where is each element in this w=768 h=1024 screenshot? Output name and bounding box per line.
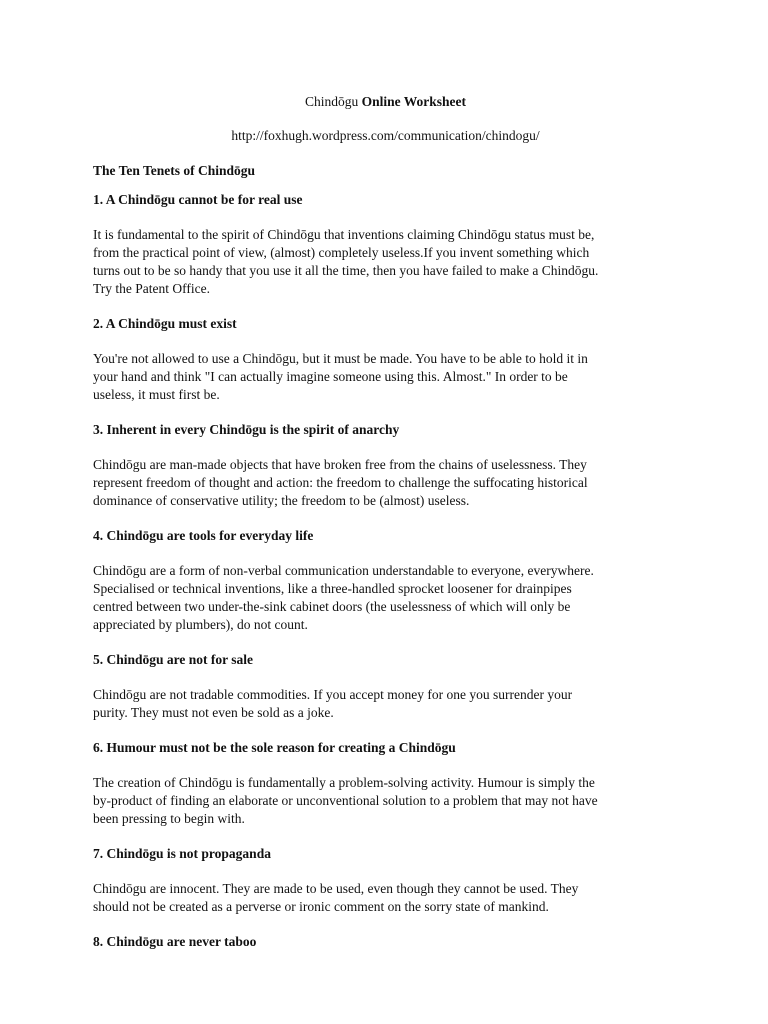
tenet-body	[93, 456, 678, 510]
tenet-body	[93, 226, 678, 298]
tenet-8	[93, 933, 678, 951]
tenet-line: The creation of Chindōgu is fundamentally a problem-solving activity. Humour is simply the	[93, 775, 595, 790]
tenet-line: by-product of finding an elaborate or unconventional solution to a problem that may not have	[93, 793, 598, 808]
tenet-4	[93, 527, 678, 634]
tenet-body	[93, 774, 678, 828]
tenet-heading: 1. A Chindōgu cannot be for real use	[93, 192, 303, 207]
tenet-line: Chindōgu are not tradable commodities. If you accept money for one you surrender your	[93, 687, 573, 702]
tenet-1	[93, 191, 678, 298]
tenet-3	[93, 421, 678, 510]
source-url: http://foxhugh.wordpress.com/communication/chindogu/	[231, 128, 540, 143]
tenet-line: appreciated by plumbers), do not count.	[93, 617, 308, 632]
tenet-body	[93, 350, 678, 404]
tenet-line: been pressing to begin with.	[93, 811, 245, 826]
tenet-body	[93, 880, 678, 916]
section-title: The Ten Tenets of Chindōgu	[93, 163, 256, 178]
tenet-line: Chindōgu are innocent. They are made to be used, even though they cannot be used. They	[93, 881, 579, 896]
tenet-line: useless, it must first be.	[93, 387, 220, 402]
tenet-line: purity. They must not even be sold as a joke.	[93, 705, 334, 720]
tenet-line: dominance of conservative utility; the freedom to be (almost) useless.	[93, 493, 470, 508]
tenet-line: You're not allowed to use a Chindōgu, but it must be made. You have to be able to hold it in	[93, 351, 588, 366]
tenet-heading: 5. Chindōgu are not for sale	[93, 652, 254, 667]
tenet-heading: 3. Inherent in every Chindōgu is the spirit of anarchy	[93, 422, 400, 437]
document-title-suffix: Online Worksheet	[361, 94, 467, 109]
tenet-line: It is fundamental to the spirit of Chindōgu that inventions claiming Chindōgu status must be,	[93, 227, 595, 242]
tenet-5	[93, 651, 678, 722]
tenet-2	[93, 315, 678, 404]
tenet-body	[93, 562, 678, 634]
tenet-heading: 4. Chindōgu are tools for everyday life	[93, 528, 314, 543]
tenet-line: Try the Patent Office.	[93, 281, 210, 296]
tenet-line: from the practical point of view, (almost) completely useless.If you invent something which	[93, 245, 590, 260]
tenet-heading: 6. Humour must not be the sole reason for creating a Chindōgu	[93, 740, 456, 755]
tenet-6	[93, 739, 678, 828]
tenet-line: Chindōgu are man-made objects that have broken free from the chains of uselessness. They	[93, 457, 587, 472]
tenet-line: should not be created as a perverse or ironic comment on the sorry state of mankind.	[93, 899, 549, 914]
tenet-7	[93, 845, 678, 916]
tenet-line: your hand and think "I can actually imagine someone using this. Almost." In order to be	[93, 369, 568, 384]
tenet-line: Chindōgu are a form of non-verbal communication understandable to everyone, everywhere.	[93, 563, 594, 578]
tenet-heading: 8. Chindōgu are never taboo	[93, 934, 257, 949]
tenet-line: centred between two under-the-sink cabinet doors (the uselessness of which will only be	[93, 599, 571, 614]
tenet-line: turns out to be so handy that you use it all the time, then you have failed to make a Chindōgu.	[93, 263, 599, 278]
tenet-line: Specialised or technical inventions, like a three-handled sprocket loosener for drainpipes	[93, 581, 572, 596]
document-title	[93, 93, 678, 111]
tenet-line: represent freedom of thought and action: the freedom to challenge the suffocating historical	[93, 475, 588, 490]
tenet-heading: 2. A Chindōgu must exist	[93, 316, 237, 331]
document-title-prefix: Chindōgu	[304, 94, 359, 109]
tenet-body	[93, 686, 678, 722]
tenet-heading: 7. Chindōgu is not propaganda	[93, 846, 271, 861]
